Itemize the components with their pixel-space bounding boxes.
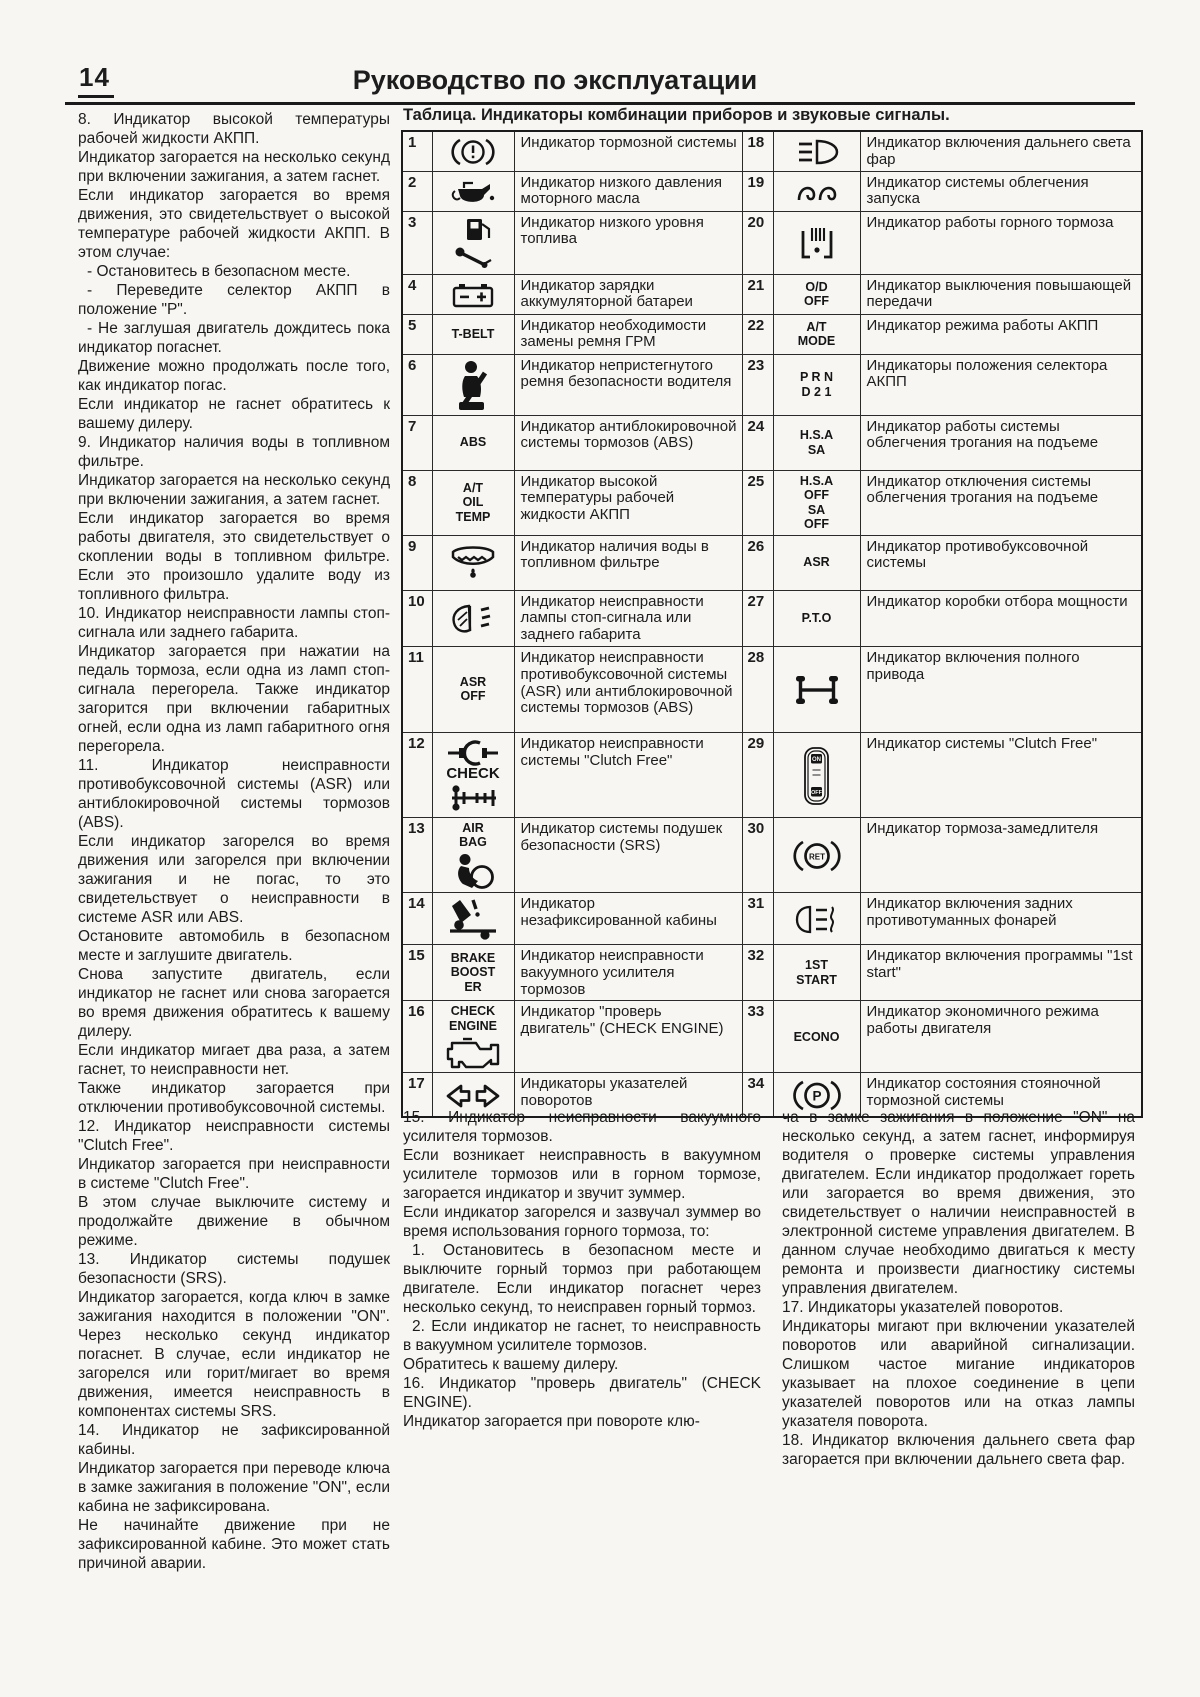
paragraph: 17. Индикаторы указателей поворотов. xyxy=(782,1299,1064,1316)
row-number: 26 xyxy=(742,535,773,590)
row-description: Индикатор тормозной системы xyxy=(514,131,742,171)
at-oil-temp-label: A/T OIL TEMP xyxy=(432,470,514,535)
table-caption: Таблица. Индикаторы комбинации приборов и звуковые сигналы. xyxy=(403,106,950,124)
svg-text:P: P xyxy=(811,1088,822,1104)
oil-pressure-icon xyxy=(432,171,514,211)
paragraph: 2. Если индикатор не гаснет, то неисправность в вакуумном усилителе тормозов. xyxy=(403,1318,761,1354)
bottom-right-column xyxy=(782,1108,1135,1469)
paragraph: Если возникает неисправность в вакуумном усилителе тормозов или в горном тормозе, загорается индикатор и звучит зуммер. xyxy=(403,1147,761,1202)
row-description: Индикатор тормоза-замедлителя xyxy=(860,817,1142,892)
paragraph: Индикатор загорается при повороте клю- xyxy=(403,1413,700,1430)
row-number: 11 xyxy=(402,646,432,732)
paragraph: - Не заглушая двигатель дождитесь пока индикатор погаснет. xyxy=(78,320,390,356)
row-number: 18 xyxy=(742,131,773,171)
asr-off-label: ASR OFF xyxy=(432,646,514,732)
row-number: 14 xyxy=(402,892,432,944)
paragraph: 1. Остановитесь в безопасном месте и выключите горный тормоз при работающем двигателе. Если индикатор погаснет через несколько секунд, то неисправен горный тормоз. xyxy=(403,1242,761,1316)
row-number: 19 xyxy=(742,171,773,211)
row-description: Индикатор незафиксированной кабины xyxy=(514,892,742,944)
row-description: Индикатор выключения повышающей передачи xyxy=(860,274,1142,314)
paragraph: Если индикатор загорается во время работы двигателя, это свидетельствует о скоплении воды в топливном фильтре. Если это произошло удалите воду из топливного фильтра. xyxy=(78,510,390,603)
row-number: 24 xyxy=(742,415,773,470)
table-row xyxy=(402,415,1142,470)
row-number: 22 xyxy=(742,314,773,354)
row-number: 7 xyxy=(402,415,432,470)
table-row xyxy=(402,314,1142,354)
row-number: 30 xyxy=(742,817,773,892)
row-description: Индикатор системы облегчения запуска xyxy=(860,171,1142,211)
table-row xyxy=(402,944,1142,1000)
paragraph: Индикаторы мигают при включении указателей поворотов или аварийной сигнализации. Слишком частое мигание индикаторов указывает на плохое соединение в цепи указателей поворотов или на отказ лампы указателя поворота. xyxy=(782,1318,1135,1430)
row-number: 5 xyxy=(402,314,432,354)
paragraph: Не начинайте движение при не зафиксированной кабине. Это может стать причиной аварии. xyxy=(78,1517,390,1572)
row-number: 3 xyxy=(402,211,432,274)
paragraph: Снова запустите двигатель, если индикатор не гаснет или снова загорается во время движения обратитесь к вашему дилеру. xyxy=(78,966,390,1040)
row-description: Индикатор состояния стояночной тормозной системы xyxy=(860,1073,1142,1117)
paragraph: 12. Индикатор неисправности системы "Clutch Free". xyxy=(78,1118,390,1154)
page-header xyxy=(65,52,1135,105)
abs-label: ABS xyxy=(432,415,514,470)
row-description: Индикатор антиблокировочной системы тормозов (ABS) xyxy=(514,415,742,470)
clutch-check-icon xyxy=(432,732,514,817)
pto-label: P.T.O xyxy=(773,590,860,646)
paragraph: 18. Индикатор включения дальнего света фар загорается при включении дальнего света фар. xyxy=(782,1432,1135,1468)
airbag-icon: AIR BAG xyxy=(432,817,514,892)
bottom-middle-column xyxy=(403,1108,761,1431)
row-description: Индикатор неисправности противобуксовочной системы (ASR) или антиблокировочной системы тормозов (ABS) xyxy=(514,646,742,732)
paragraph: Если индикатор мигает два раза, а затем гаснет, то неисправности нет. xyxy=(78,1042,390,1078)
paragraph: 13. Индикатор системы подушек безопасности (SRS). xyxy=(78,1251,390,1287)
row-number: 9 xyxy=(402,535,432,590)
table-row xyxy=(402,354,1142,415)
table-row xyxy=(402,171,1142,211)
row-description: Индикатор высокой температуры рабочей жидкости АКПП xyxy=(514,470,742,535)
row-number: 1 xyxy=(402,131,432,171)
row-description: Индикатор включения полного привода xyxy=(860,646,1142,732)
row-description: Индикатор экономичного режима работы двигателя xyxy=(860,1001,1142,1073)
row-number: 27 xyxy=(742,590,773,646)
hsa-off-label: H.S.A OFF SA OFF xyxy=(773,470,860,535)
left-column xyxy=(78,110,390,1573)
table-row xyxy=(402,535,1142,590)
table-row xyxy=(402,470,1142,535)
row-number: 6 xyxy=(402,354,432,415)
high-beam-icon xyxy=(773,131,860,171)
paragraph: - Остановитесь в безопасном месте. xyxy=(87,263,351,280)
row-description: Индикатор необходимости замены ремня ГРМ xyxy=(514,314,742,354)
indicators-table-section xyxy=(401,106,1143,1118)
paragraph: Также индикатор загорается при отключении противобуксовочной системы. xyxy=(78,1080,390,1116)
row-number: 31 xyxy=(742,892,773,944)
paragraph: 9. Индикатор наличия воды в топливном фильтре. xyxy=(78,434,390,470)
paragraph: 15. Индикатор неисправности вакуумного усилителя тормозов. xyxy=(403,1109,761,1145)
first-start-label: 1ST START xyxy=(773,944,860,1000)
table-row xyxy=(402,211,1142,274)
row-description: Индикатор системы подушек безопасности (SRS) xyxy=(514,817,742,892)
row-number: 29 xyxy=(742,732,773,817)
indicators-table-body xyxy=(402,131,1142,1117)
row-number: 20 xyxy=(742,211,773,274)
paragraph: Если индикатор загорелся и зазвучал зуммер во время использования горного тормоза, то: xyxy=(403,1204,761,1240)
water-in-fuel-filter-icon xyxy=(432,535,514,590)
row-number: 25 xyxy=(742,470,773,535)
row-description: Индикатор противобуксовочной системы xyxy=(860,535,1142,590)
at-mode-label: A/T MODE xyxy=(773,314,860,354)
row-number: 10 xyxy=(402,590,432,646)
table-row xyxy=(402,131,1142,171)
row-description: Индикатор коробки отбора мощности xyxy=(860,590,1142,646)
row-description: Индикатор включения программы "1st start" xyxy=(860,944,1142,1000)
row-number: 12 xyxy=(402,732,432,817)
paragraph: Движение можно продолжать после того, как индикатор погас. xyxy=(78,358,390,394)
row-description: Индикатор режима работы АКПП xyxy=(860,314,1142,354)
row-number: 2 xyxy=(402,171,432,211)
row-number: 33 xyxy=(742,1001,773,1073)
row-description: Индикатор отключения системы облегчения трогания на подъеме xyxy=(860,470,1142,535)
paragraph: Индикатор загорается при нажатии на педаль тормоза, если одна из ламп стоп-сигнала перегорела. Также индикатор загорится при включении габаритных огней, если одна из ламп габаритного огня перегорела. xyxy=(78,643,390,755)
row-number: 4 xyxy=(402,274,432,314)
paragraph: Если индикатор не гаснет обратитесь к вашему дилеру. xyxy=(78,396,390,432)
row-description: Индикатор неисправности системы "Clutch Free" xyxy=(514,732,742,817)
check-engine-icon: CHECK ENGINE xyxy=(432,1001,514,1073)
selector-position-label: P R N D 2 1 xyxy=(773,354,860,415)
row-number: 16 xyxy=(402,1001,432,1073)
svg-text:CHECK: CHECK xyxy=(446,764,500,782)
row-description: Индикатор низкого уровня топлива xyxy=(514,211,742,274)
mountain-brake-icon xyxy=(773,211,860,274)
row-description: Индикатор включения задних противотуманных фонарей xyxy=(860,892,1142,944)
row-description: Индикатор работы горного тормоза xyxy=(860,211,1142,274)
row-description: Индикатор низкого давления моторного масла xyxy=(514,171,742,211)
row-number: 23 xyxy=(742,354,773,415)
paragraph: 10. Индикатор неисправности лампы стоп-сигнала или заднего габарита. xyxy=(78,605,390,641)
paragraph: 14. Индикатор не зафиксированной кабины. xyxy=(78,1422,390,1458)
row-number: 32 xyxy=(742,944,773,1000)
row-number: 34 xyxy=(742,1073,773,1117)
table-row xyxy=(402,1001,1142,1073)
retarder-icon xyxy=(773,817,860,892)
clutch-free-switch-icon xyxy=(773,732,860,817)
table-row xyxy=(402,646,1142,732)
row-number: 8 xyxy=(402,470,432,535)
row-number: 17 xyxy=(402,1073,432,1117)
paragraph: Если индикатор загорается во время движения, это свидетельствует о высокой температуре рабочей жидкости АКПП. В этом случае: xyxy=(78,187,390,261)
seatbelt-icon xyxy=(432,354,514,415)
row-description: Индикаторы указателей поворотов xyxy=(514,1073,742,1117)
brake-booster-label: BRAKE BOOST ER xyxy=(432,944,514,1000)
paragraph: Индикатор загорается на несколько секунд при включении зажигания, а затем гаснет. xyxy=(78,149,390,185)
paragraph: Индикатор загорается при переводе ключа в замке зажигания в положение "ON", если кабина не зафиксирована. xyxy=(78,1460,390,1515)
table-row xyxy=(402,274,1142,314)
cab-lock-icon xyxy=(432,892,514,944)
paragraph: Индикатор загорается при неисправности в системе "Clutch Free". xyxy=(78,1156,390,1192)
paragraph: Остановите автомобиль в безопасном месте и заглушите двигатель. xyxy=(78,928,390,964)
row-description: Индикатор неисправности лампы стоп-сигнала или заднего габарита xyxy=(514,590,742,646)
row-number: 28 xyxy=(742,646,773,732)
row-description: Индикатор работы системы облегчения трогания на подъеме xyxy=(860,415,1142,470)
row-description: Индикатор включения дальнего света фар xyxy=(860,131,1142,171)
paragraph: ча в замке зажигания в положение "ON" на несколько секунд, а затем гаснет, информируя водителя о проверке системы управления двигателем. Если индикатор продолжает гореть или загорается во время движения, это свидетельствует о наличии неисправностей в электронной системе управления двигателем. В данном случае необходимо двигаться к месту ремонта и произвести диагностику системы управления двигателем. xyxy=(782,1109,1135,1297)
table-row xyxy=(402,817,1142,892)
row-number: 21 xyxy=(742,274,773,314)
paragraph: В этом случае выключите систему и продолжайте движение в обычном режиме. xyxy=(78,1194,390,1249)
row-number: 13 xyxy=(402,817,432,892)
indicators-table xyxy=(401,130,1143,1118)
row-description: Индикатор неисправности вакуумного усилителя тормозов xyxy=(514,944,742,1000)
row-description: Индикатор "проверь двигатель" (CHECK ENGINE) xyxy=(514,1001,742,1073)
row-description: Индикатор наличия воды в топливном фильтре xyxy=(514,535,742,590)
t-belt-label: T-BELT xyxy=(432,314,514,354)
table-row xyxy=(402,892,1142,944)
page-number: 14 xyxy=(78,62,114,98)
econo-label: ECONO xyxy=(773,1001,860,1073)
low-fuel-icon xyxy=(432,211,514,274)
svg-text:ON: ON xyxy=(812,757,821,764)
brake-warning-icon xyxy=(432,131,514,171)
hsa-label: H.S.A SA xyxy=(773,415,860,470)
paragraph: Индикатор загорается на несколько секунд при включении зажигания, а затем гаснет. xyxy=(78,472,390,508)
paragraph: - Переведите селектор АКПП в положение "Р". xyxy=(78,282,390,318)
row-description: Индикатор зарядки аккумуляторной батареи xyxy=(514,274,742,314)
row-number: 15 xyxy=(402,944,432,1000)
battery-charge-icon xyxy=(432,274,514,314)
four-wheel-drive-icon xyxy=(773,646,860,732)
svg-text:RET: RET xyxy=(808,852,825,862)
paragraph: Индикатор загорается, когда ключ в замке зажигания находится в положении "ON". Через несколько секунд индикатор погаснет. В случае, если индикатор не загорелся или горит/мигает во время движения, имеется неисправность в компонентах системы SRS. xyxy=(78,1289,390,1420)
lamp-failure-icon xyxy=(432,590,514,646)
row-description: Индикатор системы "Clutch Free" xyxy=(860,732,1142,817)
asr-label: ASR xyxy=(773,535,860,590)
page-title: Руководство по эксплуатации xyxy=(352,65,758,95)
paragraph: Обратитесь к вашему дилеру. xyxy=(403,1356,619,1373)
paragraph: Если индикатор загорелся во время движения или загорелся при включении зажигания и не погас, то это свидетельствует о неисправности в системе ASR или ABS. xyxy=(78,833,390,926)
glow-plug-icon xyxy=(773,171,860,211)
table-row xyxy=(402,590,1142,646)
rear-fog-lamp-icon xyxy=(773,892,860,944)
paragraph: 16. Индикатор "проверь двигатель" (CHECK ENGINE). xyxy=(403,1375,761,1411)
table-row xyxy=(402,732,1142,817)
svg-text:OFF: OFF xyxy=(811,790,822,797)
row-description: Индикатор непристегнутого ремня безопасности водителя xyxy=(514,354,742,415)
paragraph: 8. Индикатор высокой температуры рабочей жидкости АКПП. xyxy=(78,111,390,147)
paragraph: 11. Индикатор неисправности противобуксовочной системы (ASR) или антиблокировочной системы тормозов (ABS). xyxy=(78,757,390,831)
row-description: Индикаторы положения селектора АКПП xyxy=(860,354,1142,415)
od-off-label: O/D OFF xyxy=(773,274,860,314)
